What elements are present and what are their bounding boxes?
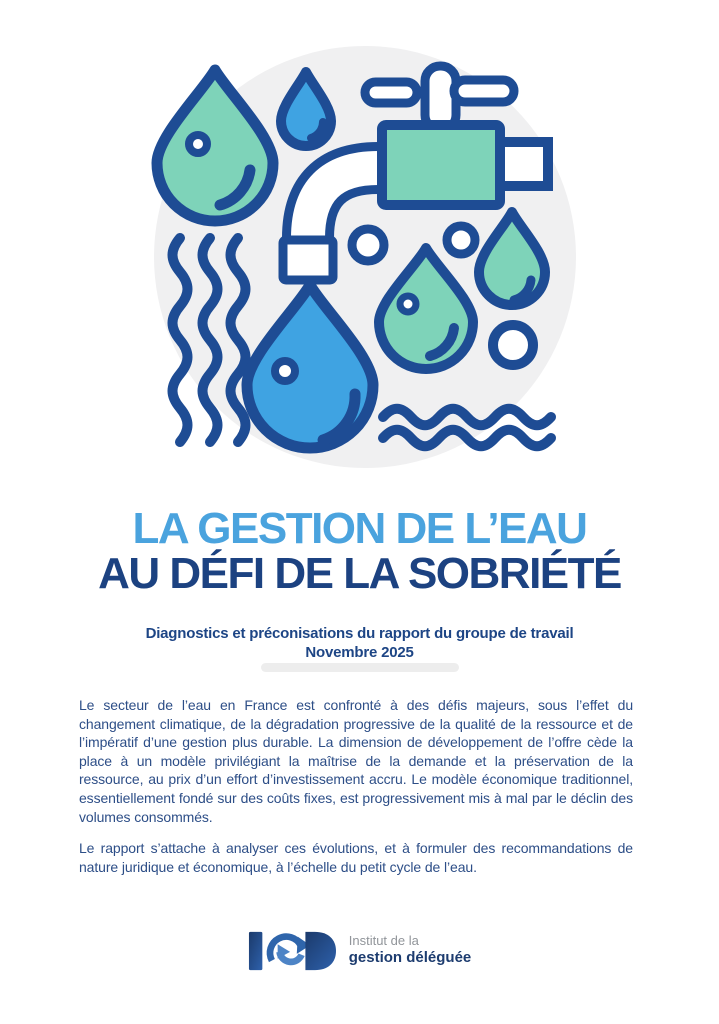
divider-bar xyxy=(261,663,459,672)
igd-letter-i xyxy=(249,932,262,970)
faucet-body-icon xyxy=(382,125,500,205)
page-title xyxy=(0,506,719,596)
subtitle-line-1: Diagnostics et préconisations du rapport du groupe de travail xyxy=(145,625,574,642)
igd-logo-icon xyxy=(248,926,336,974)
water-drops-and-faucet-illustration xyxy=(80,42,640,472)
paragraph-2: Le rapport s’attache à analyser ces évolutions, et à formuler des recommandations de nature juridique et économique, à l’échelle du petit cycle de l’eau. xyxy=(79,840,633,875)
footer xyxy=(0,926,719,974)
igd-letter-d xyxy=(305,932,336,970)
vertical-waves-icon xyxy=(172,238,245,442)
logo-name-line-1: Institut de la xyxy=(348,933,419,948)
title-line-2: AU DÉFI DE LA SOBRIÉTÉ xyxy=(98,549,621,598)
faucet-spout-icon xyxy=(500,142,548,186)
page-subtitle xyxy=(0,624,719,662)
logo-text xyxy=(349,933,472,967)
paragraph-1: Le secteur de l’eau en France est confronté à des défis majeurs, sous l’effet du changement climatique, de la dégradation progressive de la qualité de la ressource et de l’impératif d’une gestion plus durable. La dimension de développement de l’offre cède la place à un modèle privilégiant la maîtrise de la demande et la préservation de la ressource, au prix d’un effort d’investissement accru. Le modèle économique traditionnel, essentiellement fondé sur des coûts fixes, est progressivement mis à mal par le déclin des volumes consommés. xyxy=(79,697,633,825)
title-line-1: LA GESTION DE L’EAU xyxy=(132,504,587,553)
cover-illustration xyxy=(80,42,640,477)
subtitle-line-2: Novembre 2025 xyxy=(305,644,414,661)
pipe-end-coupling xyxy=(283,240,333,280)
igd-letter-g-arrows xyxy=(270,937,310,962)
body-text xyxy=(79,696,633,876)
logo-name-line-2: gestion déléguée xyxy=(348,949,472,966)
